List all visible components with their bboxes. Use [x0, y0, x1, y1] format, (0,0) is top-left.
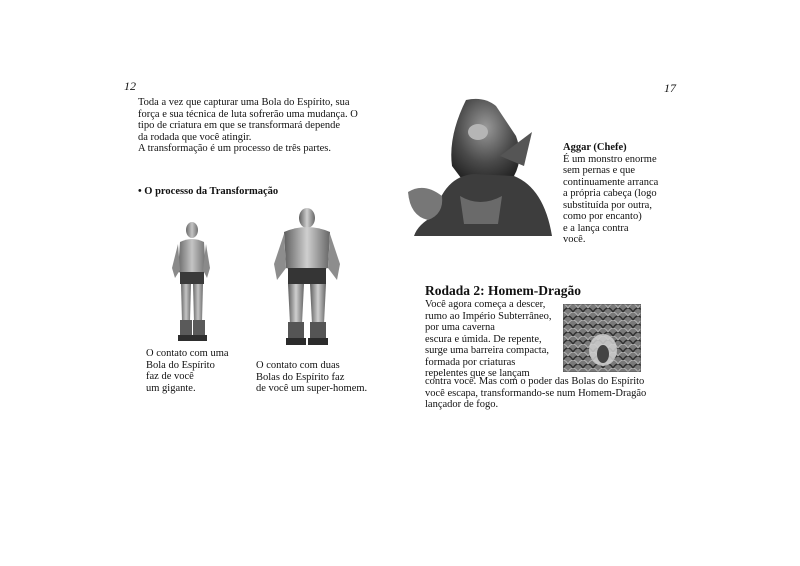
round-paragraph-full [425, 376, 646, 411]
text-line: sem pernas e que [563, 165, 636, 176]
caption-superman [256, 360, 367, 395]
left-page-number: 12 [124, 79, 136, 93]
boss-title: Aggar (Chefe) [563, 142, 627, 153]
round-heading: Rodada 2: Homem-Dragão [425, 283, 581, 298]
round-paragraph-short [425, 299, 552, 380]
section-title: • O processo da Transformação [138, 186, 279, 197]
right-page-number: 17 [664, 81, 676, 95]
boss-description [563, 142, 658, 246]
text-line: formada por criaturas [425, 356, 516, 368]
text-line: É um monstro enorme [563, 153, 657, 165]
text-line: da rodada que você atingir. [138, 131, 252, 143]
text-line: força e sua técnica de luta sofrerão uma mudança. O [138, 108, 358, 120]
superman-figure-image [268, 206, 346, 348]
text-line: repelentes que se lançam [425, 368, 530, 379]
cave-screenshot-image [563, 304, 641, 372]
text-line: Bolas do Espírito faz [256, 371, 345, 383]
text-line: escura e úmida. De repente, [425, 333, 542, 345]
text-line: substituída por outra, [563, 199, 652, 211]
text-line: contra você. Mas com o poder das Bolas do Espírito [425, 376, 645, 387]
text-line: você. [563, 234, 586, 245]
aggar-boss-image [404, 96, 554, 241]
text-line: lançador de fogo. [425, 399, 499, 410]
text-line: Você agora começa a descer, [425, 299, 546, 310]
text-line: Bola do Espírito [146, 359, 215, 371]
text-line: tipo de criatura em que se transformará depende [138, 120, 341, 131]
text-line: como por encanto) [563, 211, 642, 222]
text-line: surge uma barreira compacta, [425, 345, 549, 356]
text-line: a própria cabeça (logo [563, 188, 657, 199]
text-line: Toda a vez que capturar uma Bola do Espírito, sua [138, 97, 350, 108]
giant-figure-image [162, 220, 222, 345]
text-line: O contato com duas [256, 360, 340, 371]
text-line: e a lança contra [563, 222, 629, 234]
text-line: por uma caverna [425, 322, 495, 333]
text-line: A transformação é um processo de três partes. [138, 143, 332, 154]
text-line: você escapa, transformando-se num Homem-Dragão [425, 387, 647, 399]
caption-giant [146, 348, 229, 394]
text-line: faz de você [146, 371, 194, 382]
text-line: O contato com uma [146, 348, 229, 359]
text-line: de você um super-homem. [256, 383, 368, 394]
intro-paragraph [138, 97, 358, 155]
text-line: continuamente arranca [563, 176, 659, 188]
text-line: rumo ao Império Subterrâneo, [425, 310, 552, 322]
text-line: um gigante. [146, 382, 196, 394]
